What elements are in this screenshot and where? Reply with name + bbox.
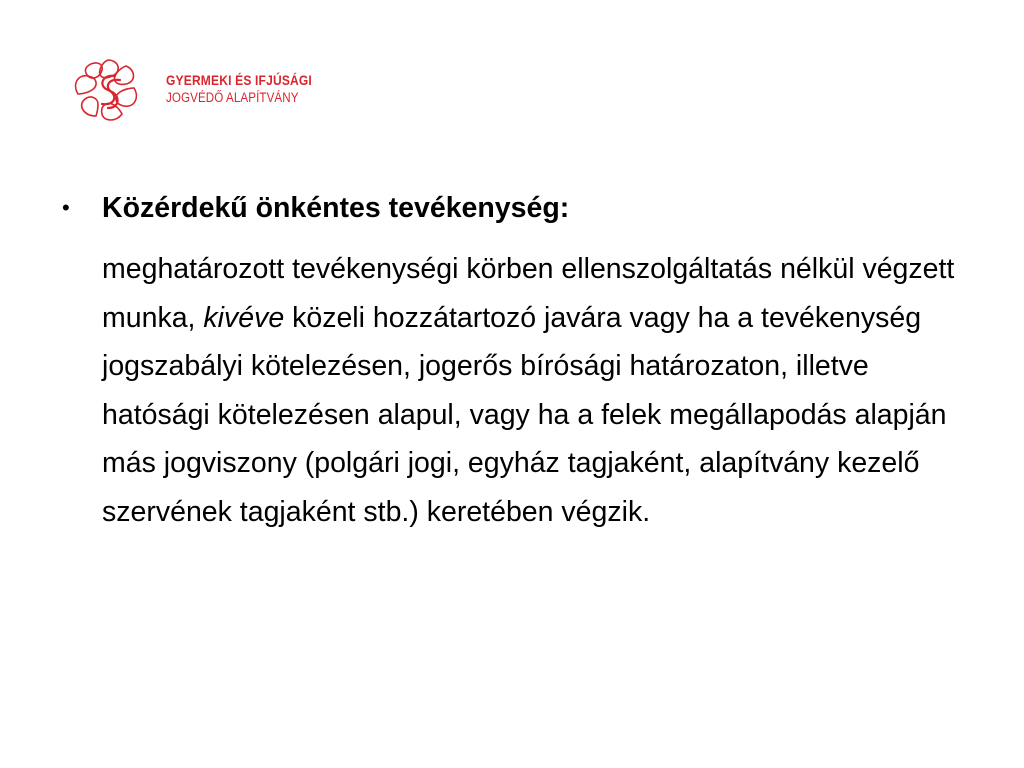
- definition-part1: meghatározott tevékenységi körben ellenszolgáltatás nélkül végzett munka,: [102, 253, 963, 334]
- logo-title-line2: JOGVÉDŐ ALAPÍTVÁNY: [166, 90, 299, 105]
- definition-part2: közeli hozzátartozó javára vagy ha a tevékenység jogszabályi kötelezésen, jogerős bírósági határozaton, illetve hatósági kötelezésen alapul, vagy ha a felek megállapodás alapján más jogviszony (polgári jogi, egyház tagjaként, alapítvány kezelő szervének tagjaként stb.) keretében végzik.: [102, 301, 955, 528]
- foundation-logo: [68, 56, 348, 126]
- bullet-marker: •: [62, 195, 70, 220]
- slide-heading: Közérdekű önkéntes tevékenység:: [102, 192, 570, 224]
- definition-emphasis: kivéve: [203, 301, 285, 334]
- definition-text: [102, 245, 962, 536]
- slide-content: [62, 190, 963, 528]
- logo-text: [166, 72, 336, 106]
- interlaced-s-petals-logo-icon: [68, 56, 148, 126]
- bullet-item: [62, 190, 962, 234]
- logo-title-line1: GYERMEKI ÉS IFJÚSÁGI: [166, 72, 312, 88]
